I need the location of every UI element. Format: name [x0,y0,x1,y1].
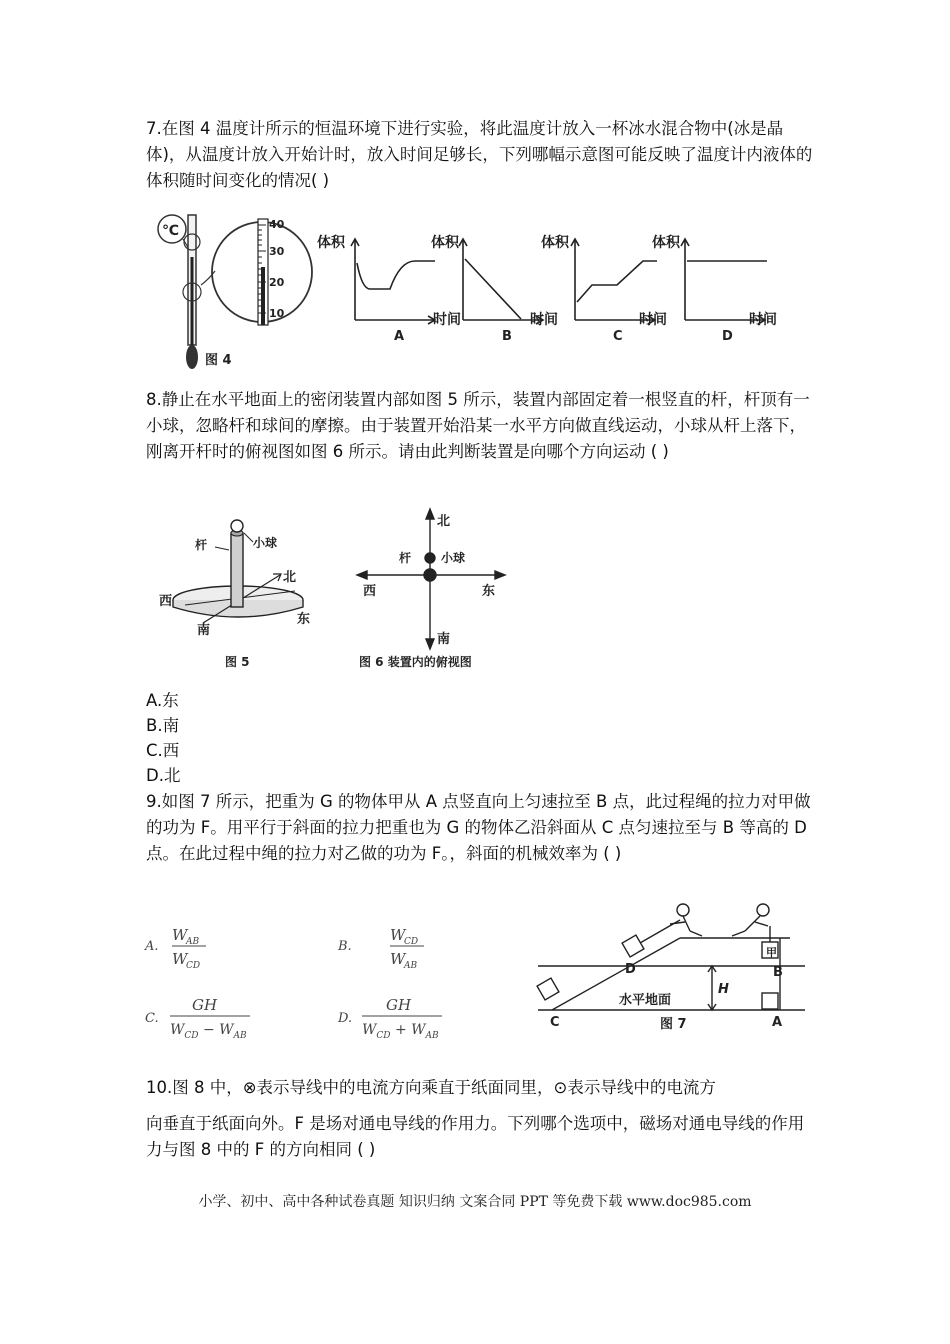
fig6-south-label: 南 [437,632,451,647]
q9-opt-c-num: GH [192,996,218,1014]
fig6-east-label: 东 [482,584,496,599]
fig6-caption: 图 6 装置内的俯视图 [359,655,472,669]
q8-option-b[interactable]: B.南 [146,716,180,735]
scale-10: 10 [269,307,285,320]
graph-b-xlabel: 时间 [530,312,558,328]
graph-b-ylabel: 体积 [431,235,459,251]
figure-7 [537,904,805,1010]
question-8-text: 8.静止在水平地面上的密闭装置内部如图 5 所示，装置内部固定着一根竖直的杆，杆顶有一小球，忽略杆和球间的摩擦。由于装置开始沿某一水平方向做直线运动，小球从杆上落下，刚离开杆时的俯视图如图 6 所示。请由此判断装置是向哪个方向运动 ( ) [146,390,810,461]
figure-4-row [145,197,810,377]
scale-40: 40 [269,218,285,231]
graph-a [351,239,435,324]
q9-opt-a-num: W [172,926,188,944]
question-7-text: 7.在图 4 温度计所示的恒温环境下进行实验，将此温度计放入一杯冰水混合物中(冰是晶体)，从温度计放入开始计时，放入时间足够长，下列哪幅示意图可能反映了温度计内液体的体积随时间变化的情况( ) [146,119,813,190]
question-10-line-2: 向垂直于纸面向外。F 是场对通电导线的作用力。下列哪个选项中，磁场对通电导线的作用力与图 8 中的 F 的方向相同 ( ) [146,1114,805,1159]
q9-opt-c-den: $W_{CD} - W_{AB}$ [170,1022,247,1041]
q9-option-d[interactable] [337,996,442,1041]
graph-d-ylabel: 体积 [652,235,680,251]
q9-opt-a-letter: A. [145,939,159,954]
fig7-h-label: H [718,982,729,997]
q9-opt-a-num-sub: AB [186,937,200,947]
fig7-a-label: A [772,1015,783,1030]
scale-20: 20 [269,276,285,289]
graph-a-xlabel: 时间 [433,312,461,328]
figure-6 [357,509,505,649]
graph-c-xlabel: 时间 [639,312,667,328]
q9-opt-b-num: W [390,926,406,944]
q9-opt-b-den: W [390,950,406,968]
fig7-ground-label: 水平地面 [619,993,672,1008]
q8-option-d[interactable]: D.北 [146,766,181,785]
fig5-rod-label: 杆 [195,538,208,552]
thermometer-figure [158,215,312,369]
q8-option-c[interactable]: C.西 [146,741,180,760]
fig7-caption: 图 7 [660,1017,687,1032]
fig7-d-label: D [625,962,636,977]
q9-opt-b-letter: B. [338,939,352,954]
fig6-west-label: 西 [363,584,377,599]
q8-option-a[interactable]: A.东 [146,691,179,710]
graph-d-xlabel: 时间 [749,312,777,328]
q9-option-a[interactable] [144,926,206,971]
q9-opt-d-den: $W_{CD} + W_{AB}$ [362,1022,439,1041]
q9-opt-d-num: GH [386,996,412,1014]
figure-7-row [140,898,810,1048]
fig7-jia-label: 甲 [766,946,777,959]
graph-b-letter: B [502,329,512,344]
scale-30: 30 [269,245,285,258]
q9-opt-d-letter: D. [338,1011,353,1026]
thermo-unit-label: ℃ [162,223,179,239]
figure-5-6 [145,495,590,675]
fig6-rod-label: 杆 [399,551,412,565]
graph-c-ylabel: 体积 [541,235,569,251]
graph-a-letter: A [394,329,405,344]
q9-opt-a-den-sub: CD [186,961,201,971]
q9-opt-a-den: W [172,950,188,968]
q9-option-c[interactable] [145,996,250,1041]
fig6-north-label: 北 [437,514,451,529]
q9-opt-c-letter: C. [145,1011,159,1026]
graph-c-letter: C [613,329,623,344]
question-9-text: 9.如图 7 所示，把重为 G 的物体甲从 A 点竖直向上匀速拉至 B 点，此过程绳的拉力对甲做的功为 F。用平行于斜面的拉力把重也为 G 的物体乙沿斜面从 C 点匀速拉至与 B 等高的 D 点。在此过程中绳的拉力对乙做的功为 F。，斜面的机械效率为 ( ) [146,792,811,863]
fig5-caption: 图 5 [225,655,250,669]
graph-a-ylabel: 体积 [317,235,345,251]
fig7-c-label: C [550,1015,560,1030]
graph-d-letter: D [722,329,733,344]
fig5-west-label: 西 [159,594,173,609]
q9-opt-b-num-sub: CD [404,937,419,947]
fig7-b-label: B [773,965,783,980]
fig4-caption: 图 4 [205,353,232,368]
fig5-north-label: 北 [283,570,297,585]
q9-option-b[interactable] [337,926,424,971]
fig5-ball-label: 小球 [253,536,278,550]
fig6-ball-label: 小球 [441,551,466,565]
q9-opt-b-den-sub: AB [404,961,418,971]
fig5-south-label: 南 [197,623,211,638]
page-footer: 小学、初中、高中各种试卷真题 知识归纳 文案合同 PPT 等免费下载 www.doc985.com [198,1194,752,1210]
fig5-east-label: 东 [297,612,311,627]
question-10-line-1: 10.图 8 中，⊗表示导线中的电流方向乘直于纸面同里，⊙表示导线中的电流方 [146,1078,716,1097]
